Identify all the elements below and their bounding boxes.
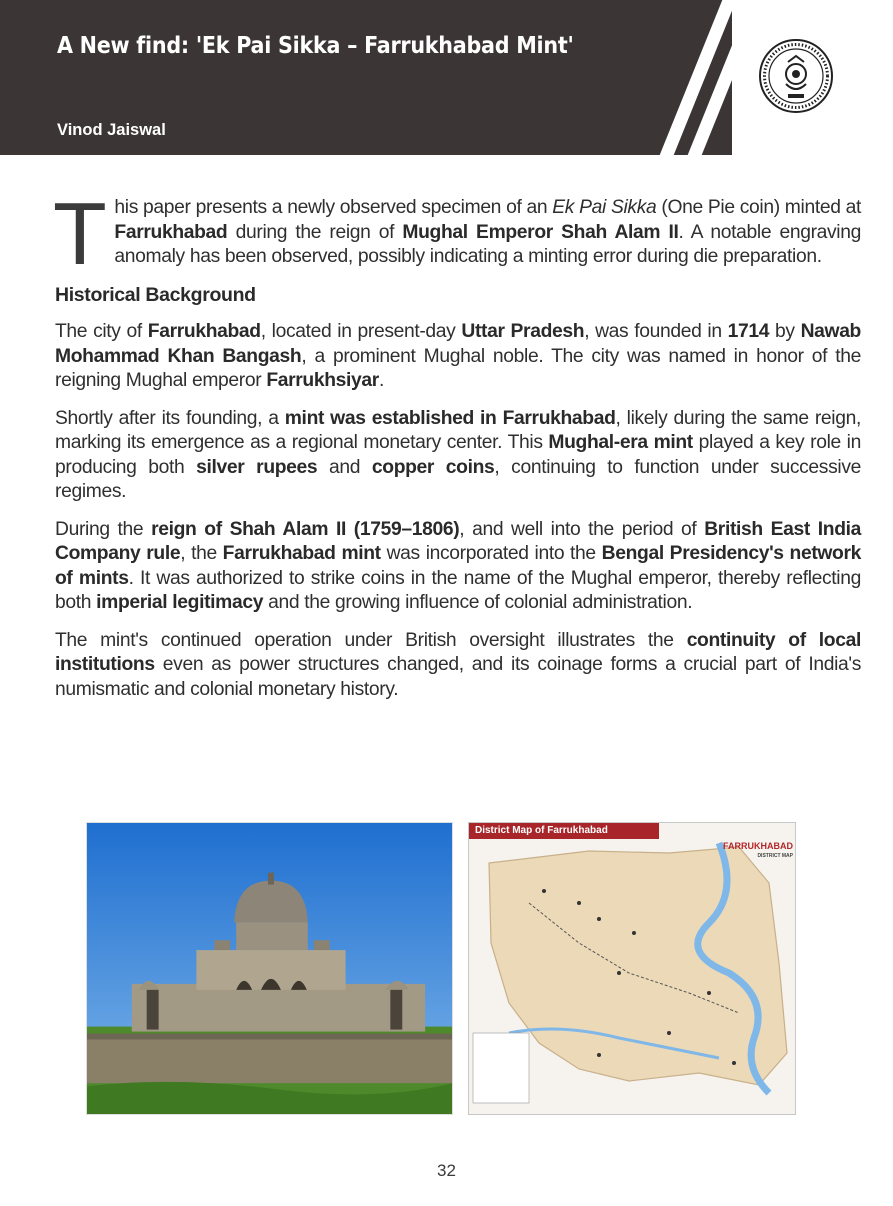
text-run: played a key role in producing both: [55, 432, 861, 478]
text-run: , located in present-day: [260, 321, 462, 342]
text-run: and: [317, 456, 372, 478]
text-run: his paper presents a newly observed specimen of an: [114, 197, 553, 218]
text-run: . A notable engraving anomaly has been observed, possibly indicating a minting error during die preparation.: [114, 221, 861, 267]
text-bold: Bengal Presidency's network of mints: [55, 543, 862, 589]
drop-cap: T: [53, 184, 107, 283]
text-run: even as power structures changed, and its coinage forms a crucial part of India's numismatic and colonial monetary history.: [55, 654, 861, 700]
text-bold: silver rupees: [196, 456, 318, 478]
map-badge-title: FARRUKHABAD: [723, 841, 793, 851]
text-bold: Nawab Mohammad Khan Bangash: [55, 321, 861, 367]
map-title: District Map of Farrukhabad: [469, 823, 659, 839]
text-run: , likely during the same reign, marking its emergence as a regional monetary center. This: [55, 407, 861, 453]
intro-paragraph: [53, 184, 861, 283]
monument-photo: [86, 822, 453, 1115]
text-italic: Ek Pai Sikka: [552, 197, 657, 218]
text-run: (One Pie coin) minted at: [656, 197, 861, 218]
text-bold: Mughal Emperor Shah Alam II: [402, 221, 679, 243]
text-bold: Farrukhabad: [147, 321, 261, 342]
paragraph-founding: [55, 320, 861, 394]
article-title: A New find: 'Ek Pai Sikka – Farrukhabad Mint': [57, 33, 574, 59]
text-run: , and well into the period of: [459, 518, 705, 540]
text-run: During the: [55, 518, 152, 540]
text-bold: Farrukhsiyar: [266, 370, 379, 391]
text-bold: Uttar Pradesh: [461, 321, 585, 342]
text-bold: British East India Company rule: [55, 518, 862, 564]
district-map: [468, 822, 796, 1115]
text-run: during the reign of: [227, 221, 403, 243]
text-bold: reign of Shah Alam II (1759–1806): [151, 518, 460, 540]
text-bold: Farrukhabad: [114, 221, 228, 243]
text-bold: imperial legitimacy: [96, 592, 264, 613]
map-badge: [723, 841, 793, 861]
district-map-graphic: [469, 823, 796, 1115]
text-run: .: [378, 370, 384, 391]
text-bold: continuity of local institutions: [55, 629, 861, 675]
paragraph-mint: [55, 407, 861, 505]
text-run: The city of: [55, 321, 148, 342]
text-bold: mint was established in Farrukhabad: [284, 407, 616, 429]
paragraph-shah-alam: [55, 518, 861, 616]
text-bold: Mughal-era mint: [548, 432, 693, 453]
text-run: was incorporated into the: [380, 543, 602, 564]
text-run: , continuing to function under successive regimes.: [55, 456, 861, 502]
text-run: , the: [180, 543, 223, 564]
page-number: 32: [437, 1161, 456, 1180]
paragraph-continuity: [55, 629, 861, 703]
text-bold: copper coins: [371, 456, 495, 478]
society-seal-logo: [758, 38, 834, 114]
text-bold: Farrukhabad mint: [222, 543, 381, 564]
text-run: . It was authorized to strike coins in the name of the Mughal emperor, thereby reflecting both: [55, 567, 861, 613]
map-badge-subtitle: DISTRICT MAP: [757, 853, 793, 859]
text-run: Shortly after its founding, a: [55, 407, 285, 429]
article-body: [53, 184, 862, 715]
text-run: The mint's continued operation under British oversight illustrates the: [55, 629, 687, 651]
text-bold: 1714: [727, 321, 770, 342]
text-run: , a prominent Mughal noble. The city was named in honor of the reigning Mughal emperor: [55, 345, 862, 391]
text-run: and the growing influence of colonial administration.: [263, 592, 693, 613]
text-run: by: [769, 321, 801, 342]
text-run: , was founded in: [584, 321, 728, 342]
section-heading: Historical Background: [55, 283, 256, 306]
author-name: Vinod Jaiswal: [57, 121, 166, 139]
